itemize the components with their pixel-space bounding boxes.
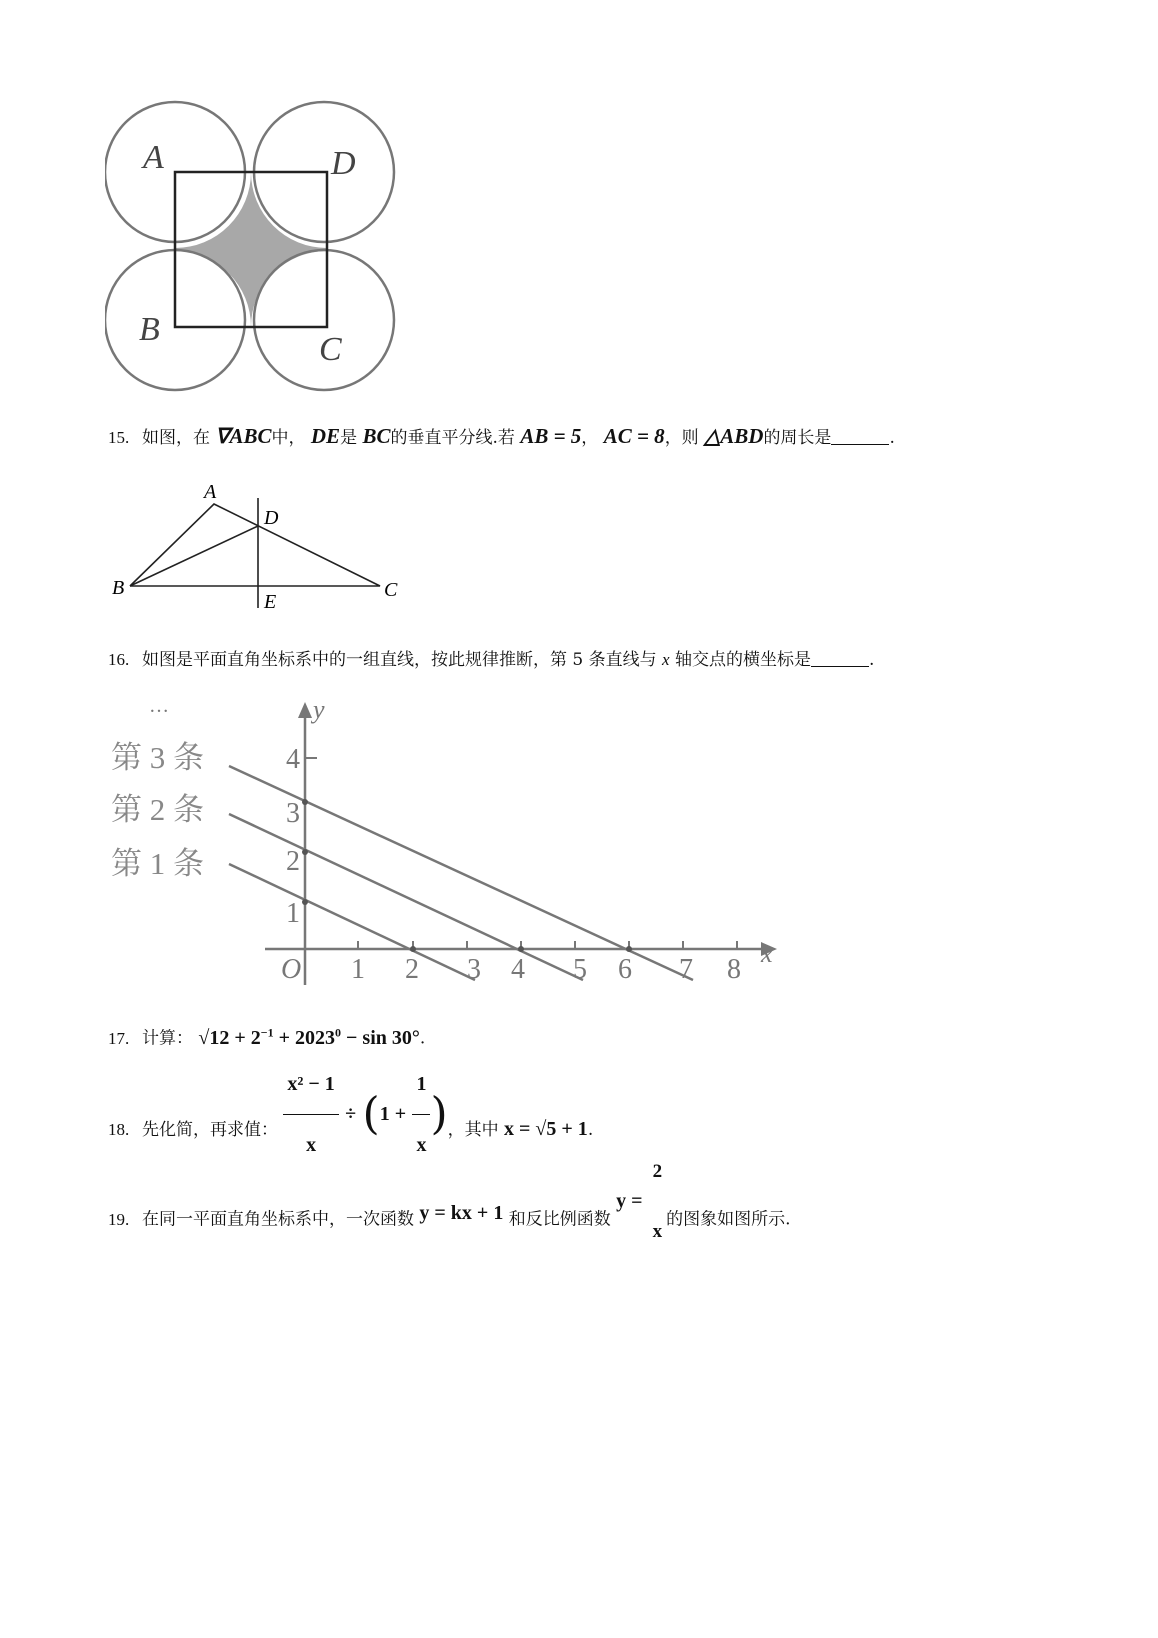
- x-tick-8: 8: [727, 954, 741, 985]
- more-lines-dots: …: [149, 695, 169, 717]
- axis-label-y: y: [313, 695, 325, 724]
- question-15: 15. 如图，在 ∇ABC中， DE是 BC的垂直平分线.若 AB = 5， AC = 8，则 △ABD的周长是 .: [108, 424, 895, 448]
- question-17: 17. 计算： $√12 + 2^{-1} + 2023^0 - \sin 30^\circ$.: [108, 1025, 426, 1049]
- label-a: A: [143, 139, 164, 176]
- expression: $√12 + 2^{-1} + 2023^0 - \sin 30^\circ$: [198, 1025, 420, 1049]
- circles-square-figure: [105, 98, 400, 394]
- answer-blank: [831, 426, 889, 445]
- question-number: 16.: [108, 650, 130, 669]
- origin-label: O: [281, 954, 302, 985]
- coordinate-lines-figure: [105, 690, 785, 990]
- expression: $\frac{\text{x² − 1}}{x}$ ÷ (1 + $\frac{1}{x}$ ): [283, 1054, 447, 1175]
- question-16: 16. 如图是平面直角坐标系中的一组直线，按此规律推断，第 5 条直线与 x 轴交点的横坐标是 .: [108, 650, 875, 670]
- y-tick-3: 3: [286, 798, 300, 829]
- label-line-1: 第 1 条: [111, 846, 204, 881]
- y-tick-4: 4: [286, 744, 300, 775]
- label-b: B: [139, 311, 160, 348]
- x-tick-4: 4: [511, 954, 525, 985]
- x-tick-3: 3: [467, 954, 481, 985]
- inverse-function: y = 2 x: [616, 1161, 663, 1242]
- question-number: 15.: [108, 428, 130, 447]
- label-c: C: [319, 331, 342, 368]
- label-line-3: 第 3 条: [111, 740, 204, 775]
- question-number: 19.: [108, 1209, 130, 1229]
- label-e: E: [264, 591, 277, 613]
- label-b: B: [112, 577, 125, 599]
- x-tick-5: 5: [573, 954, 587, 985]
- label-d: D: [331, 145, 356, 182]
- triangle-figure: [108, 478, 408, 618]
- label-a: A: [204, 481, 217, 503]
- label-line-2: 第 2 条: [111, 792, 204, 827]
- y-tick-1: 1: [286, 898, 300, 929]
- answer-blank: [811, 648, 869, 667]
- question-19: 19. 在同一平面直角坐标系中，一次函数 y = kx + 1 和反比例函数 y = 2 x 的图象如图所示.: [108, 1160, 791, 1280]
- x-tick-2: 2: [405, 954, 419, 985]
- question-number: 18.: [108, 1120, 130, 1139]
- label-c: C: [384, 579, 398, 601]
- y-tick-2: 2: [286, 846, 300, 877]
- x-tick-1: 1: [351, 954, 365, 985]
- question-number: 17.: [108, 1028, 130, 1048]
- axis-label-x: x: [761, 939, 773, 968]
- label-d: D: [264, 507, 279, 529]
- x-tick-7: 7: [679, 954, 693, 985]
- question-18: 18. 先化简，再求值： $\frac{\text{x² − 1}}{x}$ ÷ (1 + $\frac{1}{x}$ )，其中 x = √5 + 1.: [108, 1070, 593, 1191]
- x-tick-6: 6: [618, 954, 632, 985]
